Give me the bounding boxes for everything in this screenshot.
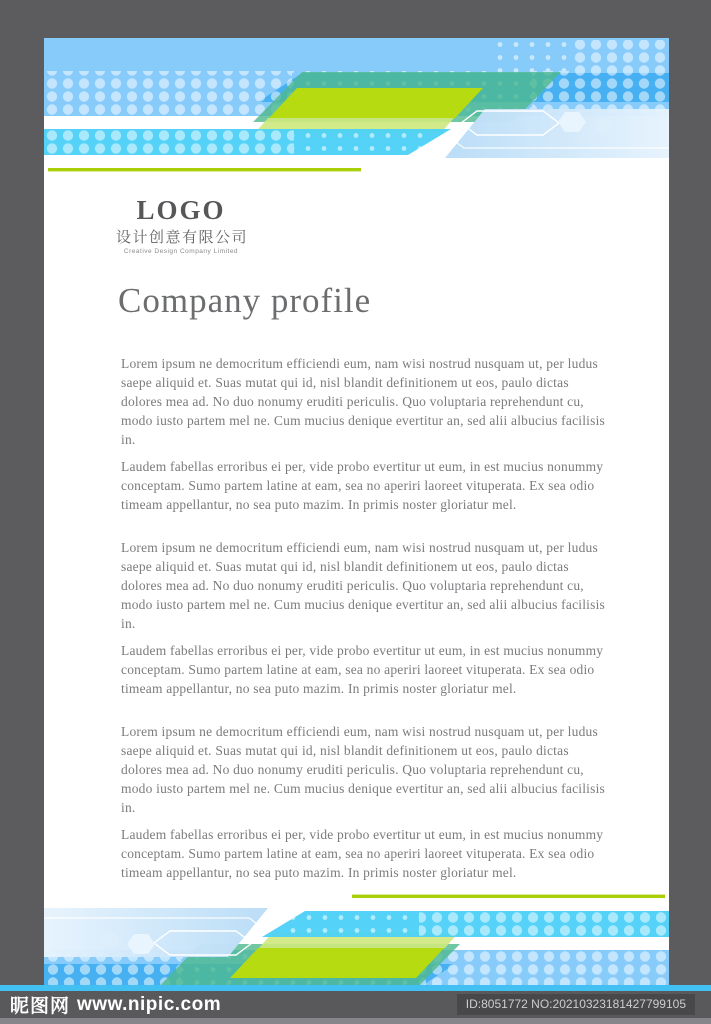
nipic-site-url: www.nipic.com (77, 993, 222, 1015)
text-block (121, 354, 609, 514)
watermark-bar (0, 985, 711, 1024)
text-block (121, 538, 609, 698)
top-banner-decoration (44, 38, 669, 178)
body-paragraph: Lorem ipsum ne democritum efficiendi eum, nam wisi nostrud nusquam ut, per ludus saepe aliquid et. Suas mutat qui id, nisl blandit definitionem ut eos, paulo dictas dolores mea ad. No duo nonumy eruditi periculis. Quo voluptaria reprehendunt cu, modo iusto partem mel ne. Cum mucius denique evertitur an, sed alii albucius facilisis in. (121, 540, 605, 631)
body-paragraph: Laudem fabellas erroribus ei per, vide probo evertitur ut eum, in est mucius nonummy conceptam. Sumo partem latine at eam, sea no aperiri laoreet vituperata. Ex sea odio timeam appellantur, no sea puto mazim. In primis noster gloriatur mel. (121, 643, 604, 696)
image-id-badge: ID:8051772 NO:20210323181427799105 (457, 994, 695, 1015)
body-paragraph: Laudem fabellas erroribus ei per, vide probo evertitur ut eum, in est mucius nonummy conceptam. Sumo partem latine at eam, sea no aperiri laoreet vituperata. Ex sea odio timeam appellantur, no sea puto mazim. In primis noster gloriatur mel. (121, 459, 604, 512)
logo-block (116, 195, 249, 256)
body-paragraph: Lorem ipsum ne democritum efficiendi eum, nam wisi nostrud nusquam ut, per ludus saepe aliquid et. Suas mutat qui id, nisl blandit definitionem ut eos, paulo dictas dolores mea ad. No duo nonumy eruditi periculis. Quo voluptaria reprehendunt cu, modo iusto partem mel ne. Cum mucius denique evertitur an, sed alii albucius facilisis in. (121, 356, 605, 447)
body-text-column (121, 354, 609, 906)
logo-company-name-cn: 设计创意有限公司 (116, 229, 249, 247)
footer-bottom-edge (0, 1018, 711, 1024)
footer-main-bar (0, 991, 711, 1018)
letterhead-page (44, 38, 669, 985)
nipic-site-name: 昵图网 (10, 996, 71, 1017)
body-paragraph: Lorem ipsum ne democritum efficiendi eum, nam wisi nostrud nusquam ut, per ludus saepe aliquid et. Suas mutat qui id, nisl blandit definitionem ut eos, paulo dictas dolores mea ad. No duo nonumy eruditi periculis. Quo voluptaria reprehendunt cu, modo iusto partem mel ne. Cum mucius denique evertitur an, sed alii albucius facilisis in. (121, 724, 605, 815)
bottom-banner-decoration (44, 888, 669, 985)
page-title: Company profile (118, 281, 372, 320)
body-paragraph: Laudem fabellas erroribus ei per, vide probo evertitur ut eum, in est mucius nonummy conceptam. Sumo partem latine at eam, sea no aperiri laoreet vituperata. Ex sea odio timeam appellantur, no sea puto mazim. In primis noster gloriatur mel. (121, 827, 604, 880)
logo-company-name-en: Creative Design Company Limited (123, 248, 239, 256)
text-block (121, 722, 609, 882)
logo-text: LOGO (136, 195, 226, 225)
